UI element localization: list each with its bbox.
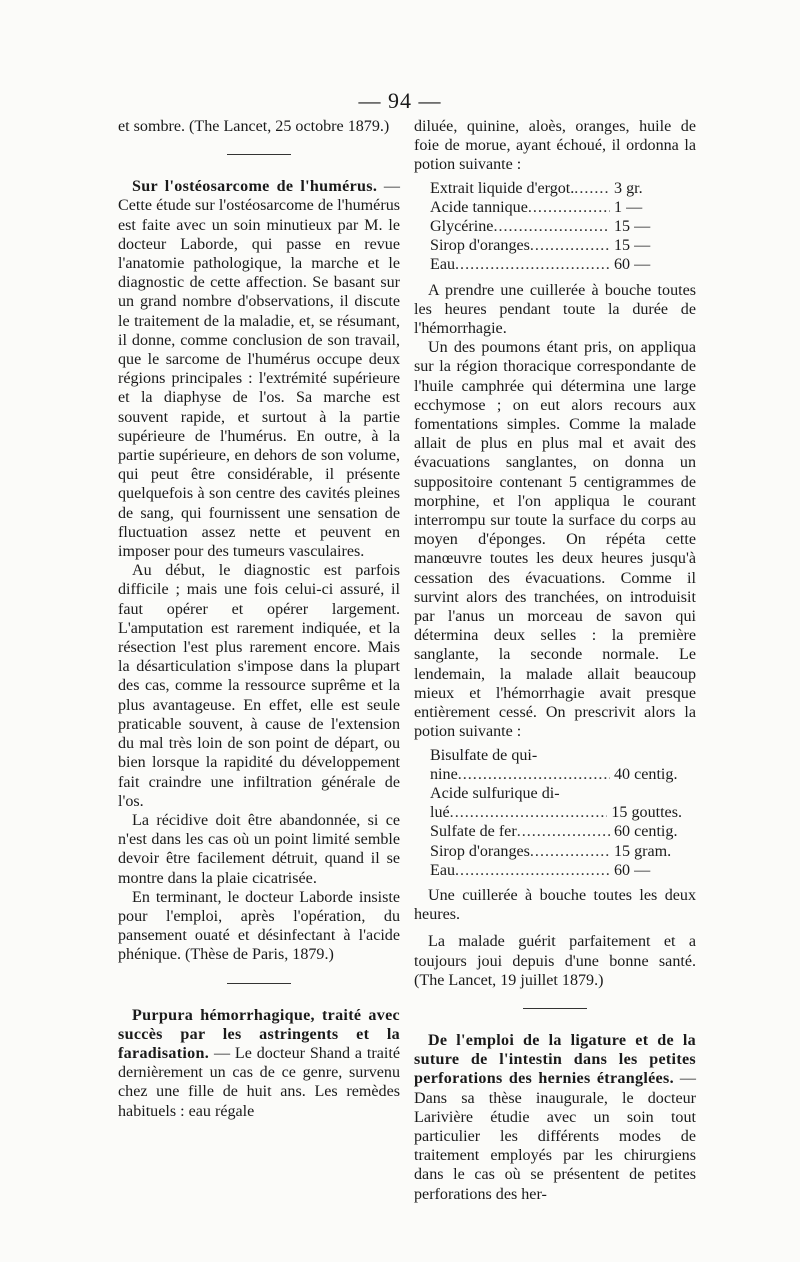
section-divider (227, 983, 291, 984)
paragraph: Un des poumons étant pris, on appliqua sur la région thoracique correspondante de l'huile camphrée qui détermina une large ecchymose ; on eut alors recours aux fomentations simples. Comme la malade allait de plus en plus mal et avait des évacuations sanglantes, on donna un suppositoire contenant 5 centigrammes de morphine, et l'on appliqua le courant interrompu sur toute la surface du corps au moyen d'éponges. On répéta cette manœuvre toutes les deux heures jusqu'à cessation des évacuations. Comme il survint alors des tranchées, on introduisit par l'anus un morceau de savon qui détermina deux selles : la première sanglante, la seconde normale. Le lendemain, la malade allait beaucoup mieux et l'hémorrhagie avait presque entièrement cessé. On prescrivit alors la potion suivante : (414, 339, 696, 741)
paragraph: — Dans sa thèse inaugurale, le docteur Larivière étudie avec un soin tout particulier les différents modes de traitement employés par les chirurgiens dans le cas où se présentent de petites perforations des her- (414, 1070, 697, 1203)
dot-leader (455, 255, 610, 274)
recipe-row (430, 179, 682, 198)
ingredient-quantity: 1 — (614, 198, 643, 216)
paragraph: A prendre une cuillerée à bouche toutes les heures pendant toute la durée de l'hémorrhagie. (414, 281, 696, 338)
recipe-row (430, 822, 682, 841)
section-divider (227, 154, 291, 155)
recipe-row (430, 765, 682, 784)
ingredient-name: Eau (430, 256, 456, 274)
ingredient-quantity: 15 — (614, 218, 651, 236)
ingredient-name: Acide tannique (430, 198, 528, 216)
paragraph: Au début, le diagnostic est parfois difficile ; mais une fois celui-ci assuré, il faut opérer et opérer largement. L'amputation est rarement indiquée, et la résection l'est plus rarement encore. Mais la désarticulation s'impose dans la plupart des cas, comme la ressource suprême et la plus avantageuse. En effet, elle est seule praticable souvent, à cause de l'extension du mal très loin de son point de départ, ou bien lorsque la rapidité du développement fait craindre une infiltration générale de l'os. (118, 562, 400, 810)
dot-leader (528, 198, 610, 217)
recipe-row (430, 255, 682, 274)
dot-leader (574, 179, 610, 198)
paragraph: La malade guérit parfaitement et a toujours joui depuis d'une bonne santé. (The Lancet, 19 juillet 1879.) (414, 933, 696, 989)
ingredient-quantity: 60 — (614, 861, 651, 879)
ingredient-quantity: 3 gr. (614, 179, 643, 197)
recipe-row (430, 861, 682, 880)
ingredient-name: Glycérine (430, 218, 494, 236)
recipe-row (430, 198, 682, 217)
ingredient-quantity: 40 centig. (614, 765, 678, 783)
page-number: — 94 — (358, 88, 442, 113)
ingredient-name: Extrait liquide d'ergot. (430, 179, 575, 197)
article-purpura (118, 1006, 400, 1121)
article-heading: De l'emploi de la ligature et de la suture de l'intestin dans les petites perforations des hernies étranglées. (414, 1031, 696, 1088)
dot-leader (493, 217, 610, 236)
paragraph: — Le docteur Shand a traité dernièrement un cas de ce genre, survenu chez une fille de huit ans. Les remèdes habituels : eau régale (118, 1044, 400, 1120)
paragraph: En terminant, le docteur Laborde insiste pour l'emploi, après l'opération, du pansement ouaté et désinfectant à l'acide phénique. (Thèse de Paris, 1879.) (118, 888, 400, 964)
ingredient-quantity: 15 gram. (614, 842, 672, 860)
recipe-row (430, 784, 682, 803)
ingredient-quantity: 60 centig. (614, 823, 678, 841)
dot-leader (517, 822, 610, 841)
recipe-row (430, 217, 682, 236)
left-column (118, 117, 400, 1121)
ingredient-name: Acide sulfurique di- (430, 784, 560, 802)
ingredient-name: Sirop d'oranges (430, 237, 530, 255)
dot-leader (530, 842, 610, 861)
recipe-row (430, 803, 682, 822)
article-heading: Purpura hémorrhagique, traité avec succès par les astringents et la faradisation. (118, 1006, 400, 1062)
paragraph: Une cuillerée à bouche toutes les deux heures. (414, 886, 696, 924)
article-ligature (414, 1031, 696, 1204)
paragraph: diluée, quinine, aloès, oranges, huile de foie de morue, ayant échoué, il ordonna la potion suivante : (414, 118, 696, 174)
paragraph: La récidive doit être abandonnée, si ce n'est dans les cas où un point limité semble devoir être facilement détruit, quand il se montre dans la plaie cicatrisée. (118, 811, 400, 887)
dot-leader (455, 861, 610, 880)
ingredient-name: Bisulfate de qui- (430, 746, 538, 764)
ingredient-name: Sirop d'oranges (430, 842, 530, 860)
article-osteosarcome (118, 177, 400, 561)
recipe-row (430, 746, 682, 765)
ingredient-name: nine (430, 765, 458, 783)
section-divider (523, 1008, 587, 1009)
ingredient-name: Sulfate de fer (430, 823, 517, 841)
dot-leader (530, 236, 610, 255)
right-column (414, 117, 696, 1204)
ingredient-quantity: 60 — (614, 256, 651, 274)
paragraph: — Cette étude sur l'ostéosarcome de l'humérus est faite avec un soin minutieux par M. le docteur Laborde, qui passe en revue l'anatomie pathologique, la marche et le diagnostic de cette affection. Se basant sur un grand nombre d'observations, il discute le traitement de la maladie, et, se résumant, il donne, comme conclusion de son travail, que le sarcome de l'humérus occupe deux régions principales : l'extrémité supérieure et la diaphyse de l'os. Sa marche est souvent rapide, et surtout à la partie supérieure de l'humérus. En outre, à la partie supérieure, en dehors de son volume, qui peut être considérable, il présente quelquefois à son centre des cavités pleines de sang, qui fournissent une sensation de fluctuation assez nette et peuvent en imposer pour des tumeurs vasculaires. (118, 178, 400, 561)
dot-leader (458, 765, 610, 784)
ingredient-quantity: 15 — (614, 237, 651, 255)
ingredient-quantity: 15 gouttes. (611, 804, 682, 822)
dot-leader (450, 803, 608, 822)
recipe-row (430, 236, 682, 255)
ingredient-name: Eau (430, 861, 456, 879)
recipe-row (430, 842, 682, 861)
recipe-table (430, 746, 682, 880)
paragraph: et sombre. (The Lancet, 25 octobre 1879.) (118, 118, 390, 135)
ingredient-name: lué (430, 804, 450, 822)
recipe-table (430, 179, 682, 275)
article-heading: Sur l'ostéosarcome de l'humérus. (132, 178, 378, 196)
